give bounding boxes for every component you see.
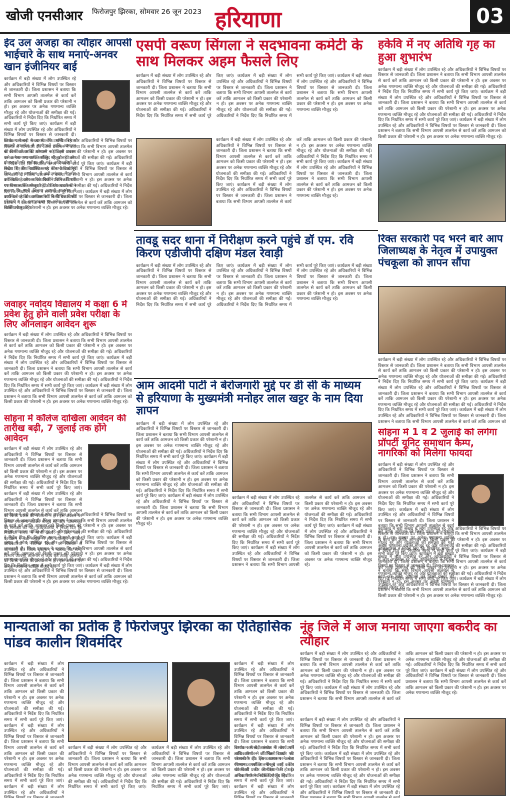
story-vacancy [378, 234, 506, 424]
story-body [136, 264, 372, 376]
story-property-camp [378, 428, 506, 612]
story-nuh [300, 620, 506, 798]
story-photo [458, 474, 504, 526]
story-college [4, 414, 132, 610]
story-body-continued [300, 718, 400, 796]
story-aap [136, 380, 372, 612]
story-sadbhavna [136, 38, 372, 230]
masthead [0, 0, 510, 34]
story-photo-portrait [172, 662, 230, 742]
section-title: हरियाणा [215, 8, 282, 33]
story-body [378, 358, 506, 422]
story-photo-temple [68, 662, 168, 742]
story-body-continued [216, 138, 372, 226]
story-photo [136, 138, 212, 226]
headline: तावडू सदर थाना में निरीक्षण करने पहुंचे डॉ एम. रवि किरण एडीजीपी दक्षिण मंडल रेवाड़ी [136, 234, 354, 260]
story-body [4, 77, 76, 133]
headline: सोहना में 1 व 2 जुलाई को लगेगा प्रॉपर्टी यूनिट समाधान कैम्प, नागरिकों को मिलेगा फायदा [378, 428, 497, 460]
story-body-continued [232, 496, 372, 610]
story-photo [404, 718, 506, 796]
story-eid [4, 38, 132, 298]
headline: नूंह जिले में आज मनाया जाएगा बकरीद का त्यौहार [300, 620, 497, 648]
story-body [4, 662, 64, 796]
headline: एसपी वरूण सिंगला ने सदभावना कमेटी के साथ मिलकर अहम फैसले लिए [136, 38, 363, 71]
story-body [300, 652, 506, 712]
story-body-continued [4, 513, 132, 610]
story-body [136, 422, 228, 602]
divider [134, 230, 378, 231]
story-body [4, 333, 132, 403]
story-guest-house [378, 38, 506, 224]
story-shiv-mandir [4, 620, 294, 798]
headline: हकेवि में नए अतिथि गृह का हुआ शुभारंभ [378, 38, 495, 64]
story-photo [378, 144, 506, 222]
headline: जवाहर नवोदय विद्यालय में कक्षा 6 में प्रवेश हेतु होने वाली प्रवेश परीक्षा के लिए ऑनलाइन आवेदन शुरू [4, 300, 127, 331]
story-photo [378, 286, 506, 354]
headline: ईद उल अजहा का त्यौहार आपसी भाईचारे के साथ मनाएं-अनवर खान इंजीनियर बाई [4, 38, 132, 73]
headline: मान्यताओं का प्रतीक है फिरोजपुर झिरका का ऐतिहासिक पांडव कालीन शिवमंदिर [4, 620, 292, 651]
headline: आम आदमी पार्टी ने बेरोजगारी मुद्दे पर डी सी के माध्यम से हरियाणा के मुख्यमंत्री मनोहर लाल खट्टर के नाम दिया ज्ञापन [136, 380, 363, 418]
page-number: 03 [470, 0, 510, 32]
story-body [4, 447, 82, 509]
newspaper-name: खोजी एनसीआर [6, 9, 83, 24]
story-body [136, 74, 372, 138]
divider [134, 378, 378, 379]
divider [0, 615, 510, 617]
story-taavdu [136, 234, 372, 376]
story-body [378, 463, 454, 523]
story-jawahar [4, 300, 132, 410]
story-body-continued [378, 527, 506, 605]
issue-date: फिरोजपुर झिरका, सोमवार 26 जून 2023 [92, 8, 202, 16]
story-photo [88, 444, 130, 490]
story-body-continued [4, 139, 132, 289]
headline: सोहना में कॉलेज दाखिला आवेदन की तारीख बढ़ी, 7 जुलाई तक होंगे आवेदन [4, 414, 127, 445]
headline: रिक्त सरकारी पद भरने बारे आप जिलाध्यक्ष के नेतृत्व में उपायुक्त पंचकूला को ज्ञापन सौंपा [378, 234, 503, 269]
story-photo [232, 422, 372, 492]
story-body-continued [68, 746, 230, 796]
story-photo [82, 80, 130, 132]
story-body-side [234, 662, 294, 796]
story-body [378, 68, 506, 132]
